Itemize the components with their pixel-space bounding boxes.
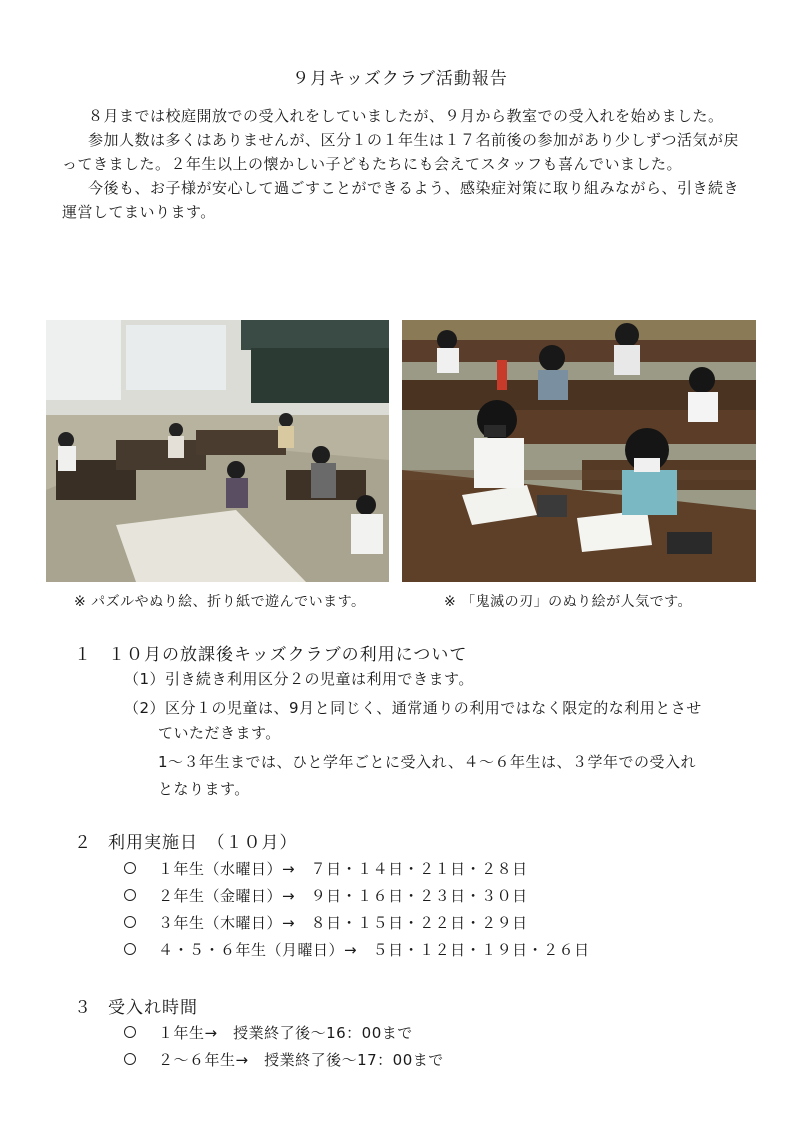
schedule-row <box>124 858 528 879</box>
section-1-item-2-line-2: ていただきます。 <box>158 724 281 742</box>
schedule-row <box>124 885 528 906</box>
intro-paragraph-2: 参加人数は多くはありませんが、区分１の１年生は１７名前後の参加があり少しずつ活気が戻ってきました。２年生以上の懐かしい子どもたちにも会えてスタッフも喜んでいました。 <box>62 131 740 173</box>
circle-bullet-icon <box>124 1053 136 1065</box>
time-row-text: １年生→ 授業終了後～16：00まで <box>158 1024 413 1042</box>
section-1-item-2-line-4: となります。 <box>158 780 250 798</box>
section-1-item-2-line-3: 1～３年生までは、ひと学年ごとに受入れ、４～６年生は、３学年での受入れ <box>158 753 696 771</box>
time-row <box>124 1022 413 1043</box>
schedule-row-text: １年生（水曜日）→ ７日・１４日・２１日・２８日 <box>158 860 528 878</box>
section-1-title: １０月の放課後キッズクラブの利用について <box>108 645 468 665</box>
section-1-item-1: （1）引き続き利用区分２の児童は利用できます。 <box>124 670 474 688</box>
intro-text <box>62 104 752 224</box>
section-2-heading <box>74 828 298 853</box>
intro-paragraph-1: ８月までは校庭開放での受入れをしていましたが、９月から教室での受入れを始めました。 <box>88 107 724 125</box>
time-row <box>124 1049 444 1070</box>
circle-bullet-icon <box>124 889 136 901</box>
time-row-text: ２～６年生→ 授業終了後～17：00まで <box>158 1051 444 1069</box>
section-3-heading <box>74 993 198 1018</box>
section-3-number: ３ <box>74 998 92 1018</box>
section-2-title: 利用実施日 （１０月） <box>108 833 298 853</box>
section-2-number: ２ <box>74 833 92 853</box>
photo-caption-right: ※ 「鬼滅の刃」のぬり絵が人気です。 <box>444 594 693 610</box>
intro-paragraph-3: 今後も、お子様が安心して過ごすことができるよう、感染症対策に取り組みながら、引き続き運営してまいります。 <box>62 179 740 221</box>
section-1-number: １ <box>74 645 92 665</box>
schedule-row <box>124 912 528 933</box>
circle-bullet-icon <box>124 943 136 955</box>
circle-bullet-icon <box>124 916 136 928</box>
section-1-item-2-line-1: （2）区分１の児童は、9月と同じく、通常通りの利用ではなく限定的な利用とさせ <box>124 699 702 717</box>
schedule-row-text: ２年生（金曜日）→ ９日・１６日・２３日・３０日 <box>158 887 528 905</box>
classroom-photo-left <box>46 320 389 582</box>
page-title: ９月キッズクラブ活動報告 <box>292 69 508 89</box>
section-1-heading <box>74 640 467 665</box>
circle-bullet-icon <box>124 862 136 874</box>
circle-bullet-icon <box>124 1026 136 1038</box>
schedule-row <box>124 939 590 960</box>
section-3-title: 受入れ時間 <box>108 998 198 1018</box>
schedule-row-text: ４・５・６年生（月曜日）→ ５日・１２日・１９日・２６日 <box>158 941 590 959</box>
schedule-row-text: ３年生（木曜日）→ ８日・１５日・２２日・２９日 <box>158 914 528 932</box>
photo-caption-left: ※ パズルやぬり絵、折り紙で遊んでいます。 <box>74 594 366 610</box>
classroom-photo-right <box>402 320 756 582</box>
